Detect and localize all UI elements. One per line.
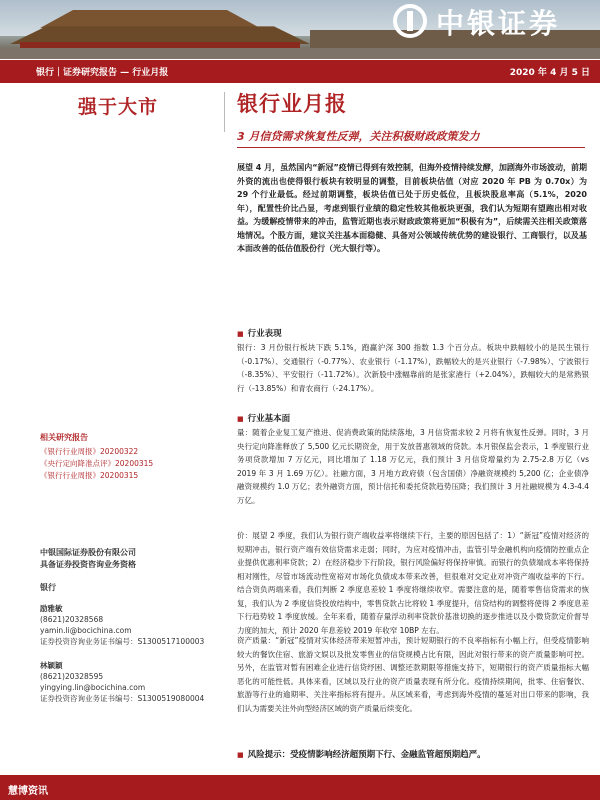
- section-title: [237, 412, 290, 424]
- report-date: 2020 年 4 月 5 日: [509, 68, 590, 78]
- analyst-phone: (8621)20328595: [40, 672, 104, 681]
- subtitle-rule: [237, 147, 585, 148]
- firm-name: 中银国际证券股份有限公司: [40, 548, 136, 557]
- section-paragraph: 量：随着企业复工复产推进、促消费政策的陆续落地，3 月信贷需求较 2 月将有恢复性反弹。同时，3 月央行定向降准释放了 5,500 亿元长期资金，用于发放普惠领域的贷款。本月银保监会表示，1 季度银行业务项贷款增加 7 万亿元，同比增加了 1.18 万亿元，我们预计 3 月信贷增量约为 2.75-2.8 万亿（vs 2019 年 3 月 1.69 万亿）。社融方面，3 月地方政府债（包含国债）净融资规模约 5,200 亿；企业债净融资规模约 1.0 万亿；表外融资方面，预计信托和委托贷款趋势压降；我们预计 3 月社融规模为 4.3-4.4 万亿。: [237, 428, 589, 505]
- section-paragraph: 资产质量：“新冠”疫情对实体经济带来短暂冲击，预计短期银行的不良率指标有小幅上行，但受疫情影响较大的餐饮住宿、旅游文娱以及批发零售业的信贷规模占比有限，因此对银行带来的资产质量影响可控。另外，在监管对暂有困难企业进行信贷纾困、调整还款期限等措施支持下，短期银行的资产质量指标大幅恶化的可能性低。具体来看，区域以及行业的资产质量表现有所分化。疫情持续期间，批零、住宿餐饮、旅游等行业的逾期率、关注率指标将有提升。从区域来看，考虑到海外疫情的蔓延对出口带来的影响，我们认为需要关注外向型经济区域的资产质量后续变化。: [237, 636, 589, 713]
- related-report-link[interactable]: 《银行行业周报》20200322: [40, 447, 139, 456]
- boc-logo-icon: [393, 4, 427, 38]
- analyst-phone: (8621)20328568: [40, 615, 104, 624]
- title-divider: [224, 92, 225, 132]
- related-reports-list: [40, 446, 153, 482]
- sector-label: 银行: [40, 583, 56, 592]
- analyst-email[interactable]: yingying.lin@bocichina.com: [40, 683, 146, 692]
- section-title: [237, 748, 486, 760]
- brand-logo-text: 中银证券: [436, 7, 561, 40]
- section-title: [237, 327, 282, 339]
- related-report-link[interactable]: 《银行行业周报》20200315: [40, 471, 139, 480]
- footer-bar: [0, 775, 600, 800]
- analyst-card: [40, 603, 204, 647]
- bullet-icon: ■: [237, 330, 244, 338]
- rating-headline: 强于大市: [78, 96, 159, 118]
- report-subtitle: 3 月信贷需求恢复性反弹，关注积极财政政策发力: [237, 130, 480, 143]
- breadcrumb: 银行｜证券研究报告 — 行业月报: [36, 68, 169, 78]
- footer-watermark: 慧博资讯: [8, 786, 48, 797]
- analyst-email[interactable]: yamin.li@bocichina.com: [40, 626, 132, 635]
- section-paragraph: 价：展望 2 季度，我们认为银行资产端收益率将继续下行，主要的原因包括了：1）“新冠”疫情对经济的短期冲击，银行资产端有效信贷需求走弱；同时，为应对疫情冲击，监管引导金融机构向疫情防控重点企业提供优惠利率贷款；2）在经济稳步下行阶段，银行风险偏好将保持审慎。而银行的负债端成本率将保持相对刚性，尽管市场流动性宽裕对市场化负债成本带来改善，但很难对交定业对冲资产端收益率的下行。结合资负两端来看，我们判断 2 季度息差较 1 季度将继续收窄。需要注意的是，随着零售信贷需求的恢复，我们认为 2 季度信贷投放结构中，零售贷款占比将较 1 季度提升，信贷结构的调整将使得 2 季度息差下行趋势较 1 季度放缓。全年来看，随着存量浮动利率贷款价基准切换的逐步推进以及小微贷款定价督导力度的加大，预计 2020 年息差较 2019 年收窄 10BP 左右。: [237, 531, 589, 635]
- report-title: 银行业月报: [237, 91, 347, 116]
- analyst-name: 林颖颖: [40, 661, 63, 670]
- header-strip: [0, 60, 600, 83]
- analyst-cert: 证券投资咨询业务证书编号：S1300519080004: [40, 694, 205, 703]
- section-paragraph: 银行：3 月份银行板块下跌 5.1%，跑赢沪深 300 指数 1.3 个百分点。板块中跌幅较小的是民生银行（-0.17%）、交通银行（-0.77%）、农业银行（-1.17%），跌幅较大的是兴业银行（-7.98%）、宁波银行（-8.35%）、平安银行（-11.72%）。次新股中涨幅靠前的是张家港行（+2.04%），跌幅较大的是常熟银行（-13.85%）和青农商行（-24.17%）。: [237, 343, 589, 393]
- bullet-icon: ■: [237, 751, 244, 759]
- banner-roof-upper: [40, 10, 260, 28]
- related-reports-title: 相关研究报告: [40, 433, 88, 442]
- report-summary: 展望 4 月，虽然国内“新冠”疫情已得到有效控制，但海外疫情持续发酵，加剧海外市场波动，前期外资的流出也使得银行板块有较明显的调整，目前板块估值（对应 2020 年 PB 为 0.70x）为 29 个行业最低。经过前期调整，板块估值已处于历史低位，且板块股息率高（5.1%，2020 年），配置性价比凸显，考虑到银行业绩的稳定性较其他板块更强，我们认为短期有望跑出相对收益。为缓解疫情带来的冲击，监管近期也表示财政政策将更加“积极有为”，后续需关注相关政策落地情况。个股方面，建议关注基本面稳健、具备对公领域传统优势的建设银行、工商银行，以及基本面改善的低估值股份行（光大银行等）。: [237, 163, 587, 253]
- header-banner: [0, 0, 600, 59]
- risk-warning-text: 风险提示：受疫情影响经济超预期下行、金融监管超预期趋严。: [247, 750, 486, 760]
- section-title-text: 行业基本面: [247, 414, 291, 424]
- related-report-link[interactable]: 《央行定向降准点评》20200315: [40, 459, 154, 468]
- analyst-card: [40, 660, 204, 704]
- firm-license: 具备证券投资咨询业务资格: [40, 560, 136, 569]
- banner-plaza: [0, 48, 600, 59]
- section-title-text: 行业表现: [247, 329, 282, 339]
- firm-info: [40, 547, 136, 571]
- analyst-name: 励雅敏: [40, 604, 63, 613]
- analyst-cert: 证券投资咨询业务证书编号：S1300517100003: [40, 637, 205, 646]
- bullet-icon: ■: [237, 415, 244, 423]
